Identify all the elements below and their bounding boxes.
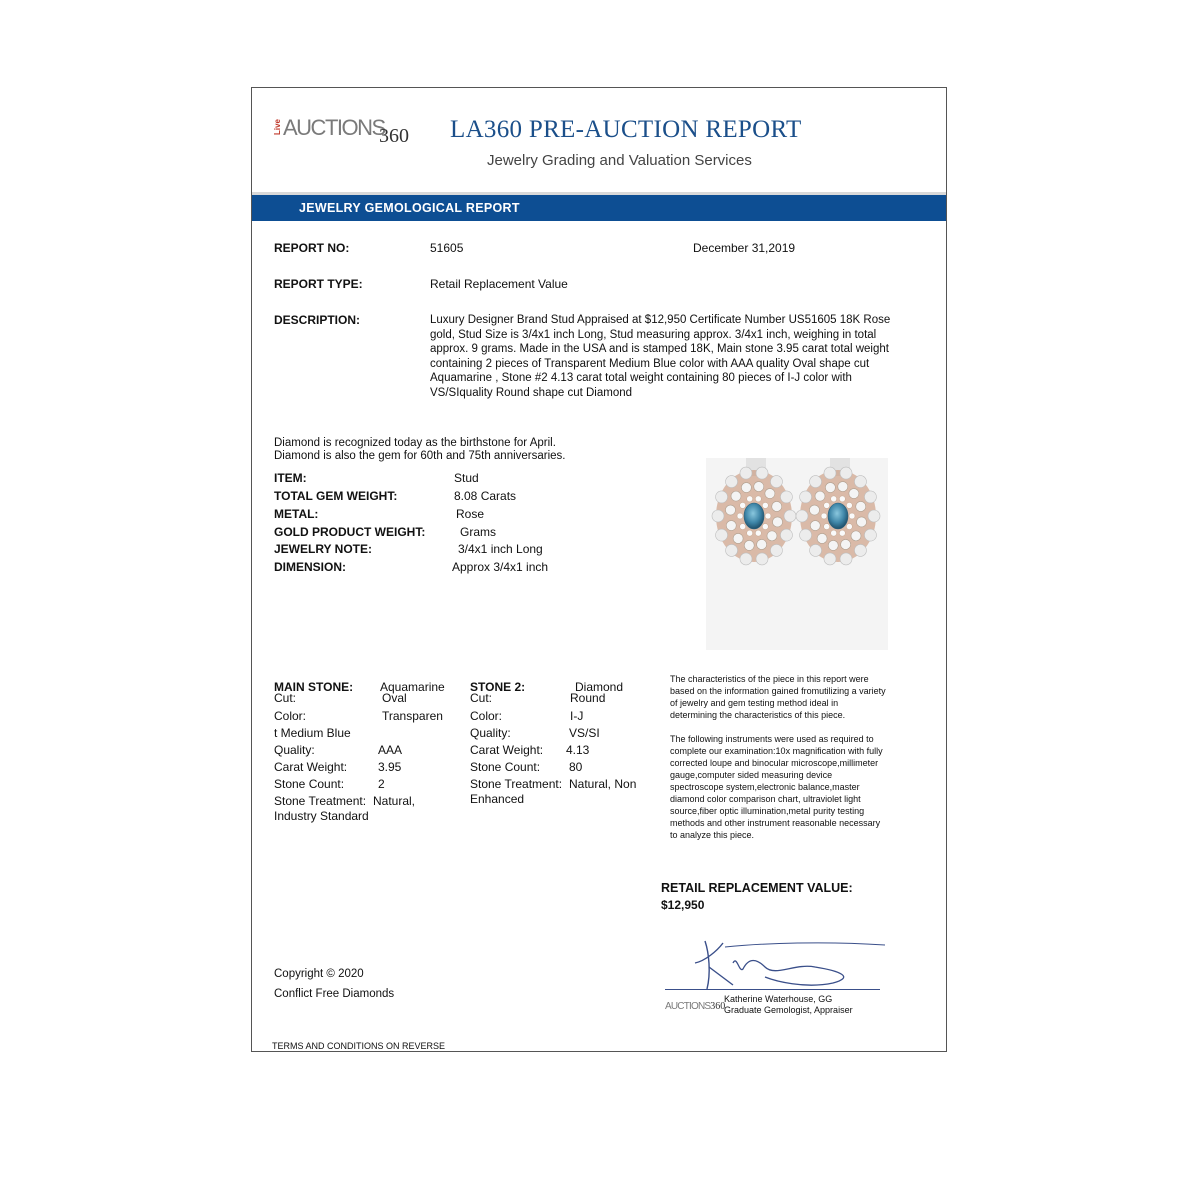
earrings-illustration: [706, 458, 888, 650]
notes-line: spectroscope system,electronic balance,master: [670, 782, 860, 792]
logo-auctions-text: AUCTIONS: [283, 115, 385, 140]
jewelry-note-value: 3/4x1 inch Long: [458, 542, 543, 556]
metal-label: METAL:: [274, 507, 319, 521]
auctions360-logo: [273, 115, 409, 151]
total-gem-weight-value: 8.08 Carats: [454, 489, 517, 503]
mini-logo-360: 360: [710, 1001, 726, 1012]
retail-value-amount: $12,950: [661, 898, 705, 912]
stone2-title: STONE 2:: [470, 680, 526, 694]
stone2-treatment-value-cont: Enhanced: [470, 792, 525, 806]
main-cut-label: Cut:: [274, 691, 297, 705]
dimension-value: Approx 3/4x1 inch: [452, 560, 549, 574]
metal-value: Rose: [456, 507, 485, 521]
dimension-label: DIMENSION:: [274, 560, 346, 574]
main-treatment-label: Stone Treatment:: [274, 794, 367, 808]
report-subtitle: Jewelry Grading and Valuation Services: [487, 152, 752, 169]
earrings-photo: [706, 458, 888, 650]
report-type-value: Retail Replacement Value: [430, 277, 568, 291]
stone2-color-value: I-J: [570, 709, 584, 723]
conflict-free-text: Conflict Free Diamonds: [274, 988, 395, 1000]
total-gem-weight-label: TOTAL GEM WEIGHT:: [274, 489, 398, 503]
description-text: Luxury Designer Brand Stud Appraised at $12,950 Certificate Number US51605 18K Rose gold, Stud Size is 3/4x1 inch Long, Stud measuring approx. 3/4x1 inch, weighing in total approx. 9 grams. Made in the USA and is stamped 18K, Main stone 3.95 carat total weight containing 2 pieces of Transparent Medium Blue color with AAA quality Oval shape cut Aquamarine , Stone #2 4.13 carat total weight containing 80 pieces of I-J color with VS/SIquality Round shape cut Diamond: [430, 314, 891, 399]
stone2-quality-value: VS/SI: [569, 726, 600, 740]
notes-line: to analyze this piece.: [670, 830, 755, 840]
notes-line: diamond color comparison chart, ultraviolet light: [670, 794, 861, 804]
description-label: DESCRIPTION:: [274, 313, 361, 327]
report-type-label: REPORT TYPE:: [274, 277, 363, 291]
report-no-value: 51605: [430, 241, 464, 255]
main-quality-value: AAA: [378, 743, 403, 757]
appraiser-info: [724, 994, 853, 1016]
report-date: December 31,2019: [693, 241, 796, 255]
stone2-treatment-label: Stone Treatment:: [470, 777, 563, 791]
jewelry-note-label: JEWELRY NOTE:: [274, 542, 373, 556]
stone2-name: Diamond: [575, 680, 624, 694]
notes-line: based on the information gained fromutilizing a variety: [670, 686, 886, 696]
stone2-quality-label: Quality:: [470, 726, 511, 740]
notes-line: methods and other instrument reasonable necessary: [670, 818, 881, 828]
main-count-label: Stone Count:: [274, 777, 345, 791]
main-carat-label: Carat Weight:: [274, 760, 348, 774]
stone2-color-label: Color:: [470, 709, 503, 723]
notes-line: of jewelry and gem testing method ideal in: [670, 698, 839, 708]
notes-line: source,fiber optic illumination,metal purity testing: [670, 806, 865, 816]
main-color-label: Color:: [274, 709, 307, 723]
notes-line: complete our examination:10x magnification with fully: [670, 746, 883, 756]
birthstone-line-1: Diamond is recognized today as the birthstone for April.: [274, 437, 556, 449]
notes-paragraph-1: [670, 673, 930, 721]
main-treatment-value: Natural,: [373, 794, 416, 808]
section-band: [252, 192, 946, 221]
report-no-label: REPORT NO:: [274, 241, 350, 255]
notes-line: The following instruments were used as required to: [670, 734, 874, 744]
terms-text: TERMS AND CONDITIONS ON REVERSE: [272, 1041, 446, 1051]
birthstone-line-2: Diamond is also the gem for 60th and 75th anniversaries.: [274, 450, 566, 462]
notes-paragraph-2: [670, 733, 930, 841]
stone2-cut-label: Cut:: [470, 691, 493, 705]
main-count-value: 2: [378, 777, 385, 791]
notes-line: The characteristics of the piece in this report were: [670, 674, 869, 684]
main-cut-value: Oval: [382, 691, 407, 705]
retail-value-label: RETAIL REPLACEMENT VALUE:: [661, 881, 853, 895]
gold-product-weight-label: GOLD PRODUCT WEIGHT:: [274, 525, 426, 539]
stone2-cut-value: Round: [570, 691, 606, 705]
appraiser-name: Katherine Waterhouse, GG: [724, 994, 833, 1004]
main-stone-title: MAIN STONE:: [274, 680, 354, 694]
stone2-count-value: 80: [569, 760, 583, 774]
main-color-value: Transparen: [382, 709, 443, 723]
mini-logo-auctions: AUCTIONS: [665, 1001, 711, 1012]
report-title: LA360 PRE-AUCTION REPORT: [450, 116, 802, 143]
notes-line: determining the characteristics of this piece.: [670, 710, 846, 720]
copyright-text: Copyright © 2020: [274, 968, 364, 980]
main-stone-name: Aquamarine: [380, 680, 445, 694]
logo-360-text: 360: [379, 125, 409, 147]
stone2-carat-value: 4.13: [566, 743, 590, 757]
main-quality-label: Quality:: [274, 743, 315, 757]
signature-line: [665, 989, 880, 990]
band-title: JEWELRY GEMOLOGICAL REPORT: [299, 201, 520, 215]
notes-line: gauge,computer sided measuring device: [670, 770, 833, 780]
report-sheet: [251, 87, 947, 1052]
gold-product-weight-value: Grams: [460, 525, 496, 539]
stone2-carat-label: Carat Weight:: [470, 743, 544, 757]
stone2-treatment-value: Natural, Non: [569, 777, 637, 791]
logo-live-text: Live: [273, 119, 282, 136]
appraiser-mini-logo: [665, 996, 725, 1010]
stone2-count-label: Stone Count:: [470, 760, 541, 774]
main-color-value-cont: t Medium Blue: [274, 726, 351, 740]
appraiser-signature: [665, 933, 895, 993]
main-treatment-value-cont: Industry Standard: [274, 809, 369, 823]
appraiser-title: Graduate Gemologist, Appraiser: [724, 1005, 853, 1015]
item-value: Stud: [454, 471, 479, 485]
item-label: ITEM:: [274, 471, 307, 485]
notes-line: corrected loupe and binocular microscope,millimeter: [670, 758, 879, 768]
main-carat-value: 3.95: [378, 760, 402, 774]
